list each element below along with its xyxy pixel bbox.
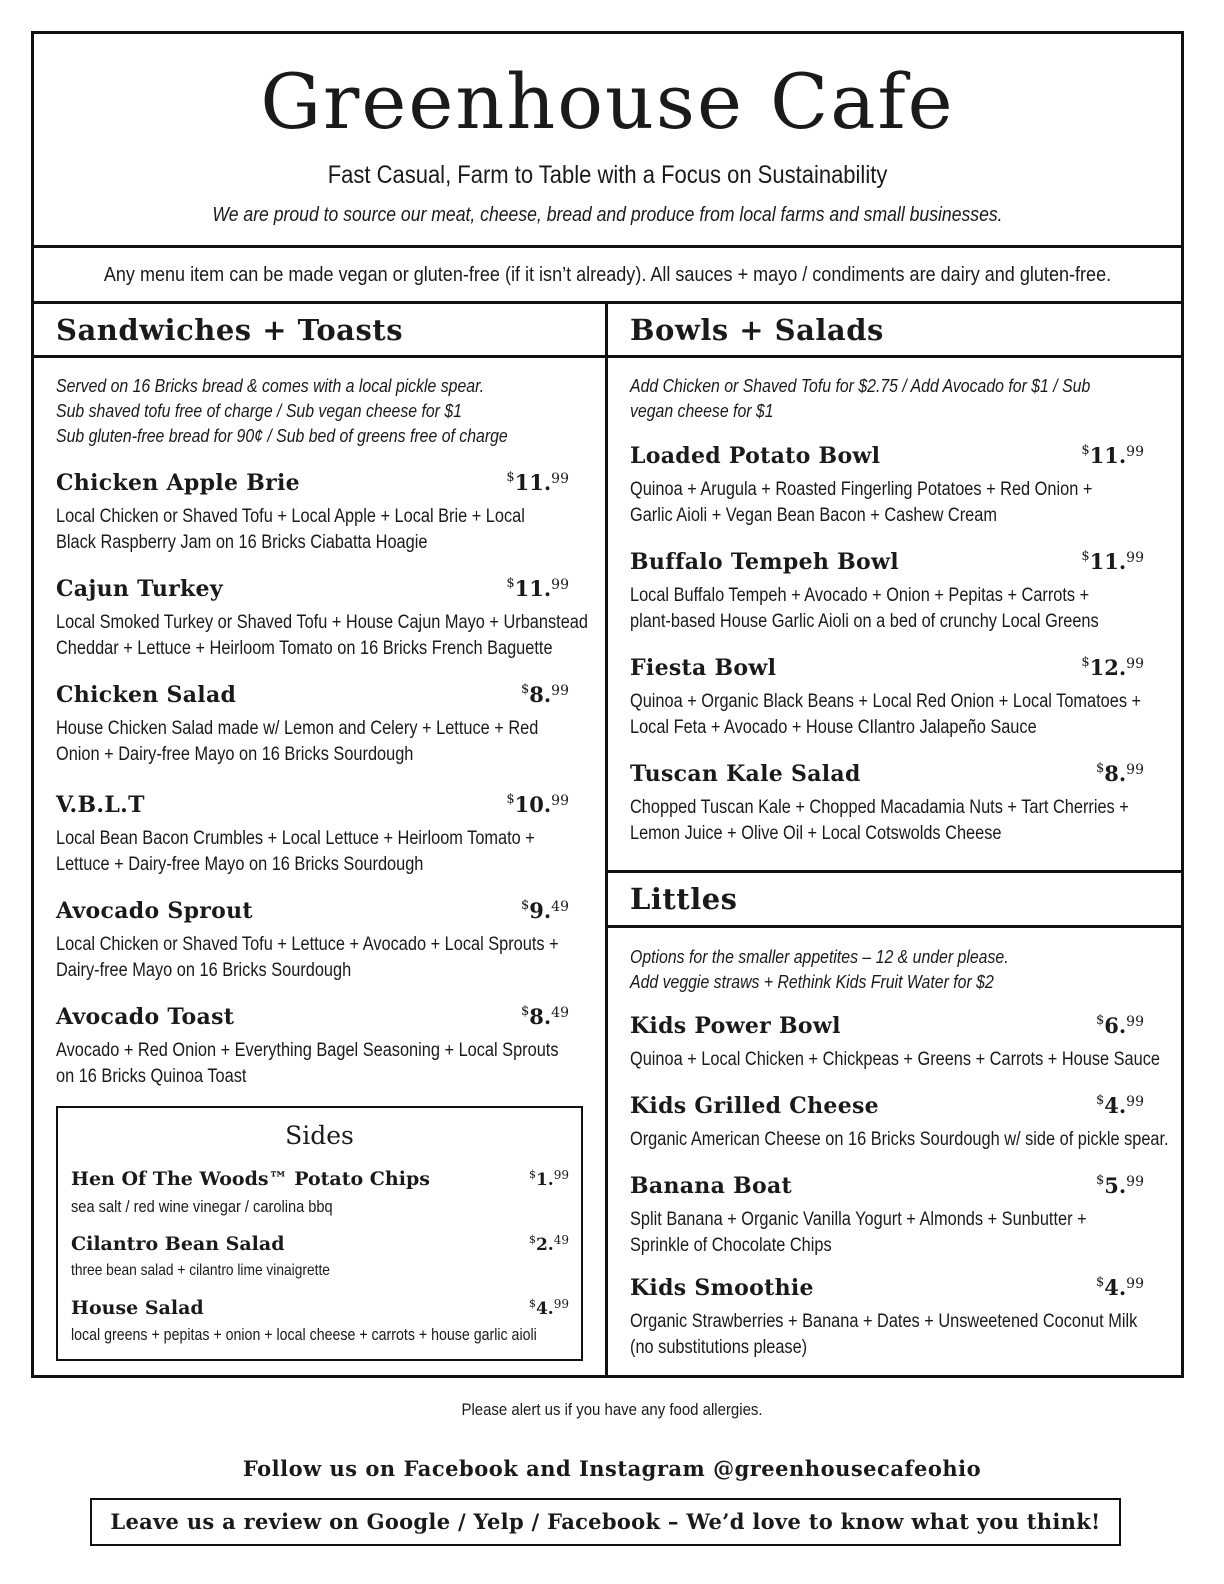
desc-line: House Chicken Salad made w/ Lemon and Celery + Lettuce + Red xyxy=(56,718,539,739)
desc-line: Avocado + Red Onion + Everything Bagel Seasoning + Local Sprouts xyxy=(56,1040,559,1061)
price-symbol: $ xyxy=(1095,1173,1105,1188)
column-divider xyxy=(605,301,608,1378)
menu-item-description xyxy=(630,1309,1137,1361)
menu-item-name: Buffalo Tempeh Bowl xyxy=(630,549,899,575)
divider xyxy=(606,870,1181,873)
price-symbol: $ xyxy=(506,792,515,807)
menu-item-description xyxy=(630,689,1141,741)
sides-box xyxy=(56,1106,583,1361)
desc-line: Organic Strawberries + Banana + Dates + Unsweetened Coconut Milk xyxy=(630,1311,1138,1332)
cafe-title: Greenhouse Cafe xyxy=(260,57,955,146)
menu-item-price xyxy=(1081,549,1144,574)
menu-item-name: Kids Grilled Cheese xyxy=(630,1093,879,1119)
divider xyxy=(34,245,1181,248)
menu-item-price xyxy=(1081,443,1144,468)
desc-line: Local Chicken or Shaved Tofu + Local Apple + Local Brie + Local xyxy=(56,506,525,527)
price-cents: 99 xyxy=(551,683,569,699)
menu-item-description xyxy=(630,583,1099,635)
price-symbol: $ xyxy=(1081,549,1090,564)
price-cents: 99 xyxy=(551,471,569,487)
review-text: Leave us a review on Google / Yelp / Facebook – We’d love to know what you think! xyxy=(110,1509,1101,1534)
price-whole: 4. xyxy=(1104,1275,1127,1300)
desc-line: Quinoa + Arugula + Roasted Fingerling Potatoes + Red Onion + xyxy=(630,479,1093,500)
price-symbol: $ xyxy=(506,470,515,485)
intro-line: Sub gluten-free bread for 90¢ / Sub bed of greens free of charge xyxy=(56,426,508,446)
desc-line: Local Feta + Avocado + House CIlantro Jalapeño Sauce xyxy=(630,717,1037,738)
desc-line: Local Smoked Turkey or Shaved Tofu + House Cajun Mayo + Urbanstead xyxy=(56,612,588,633)
intro-line: Add veggie straws + Rethink Kids Fruit Water for $2 xyxy=(630,972,994,992)
section-title-bowls: Bowls + Salads xyxy=(630,313,884,347)
price-symbol: $ xyxy=(528,1233,536,1246)
allergy-notice: Please alert us if you have any food allergies. xyxy=(461,1400,763,1419)
price-symbol: $ xyxy=(506,576,515,591)
price-whole: 11. xyxy=(1089,549,1127,574)
price-whole: 10. xyxy=(514,792,552,817)
dietary-notice: Any menu item can be made vegan or gluten-free (if it isn’t already). All sauces + mayo / condiments are dairy and gluten-free. xyxy=(103,263,1112,286)
bowls-intro xyxy=(630,374,1090,424)
price-symbol: $ xyxy=(1081,443,1090,458)
menu-item-name: Chicken Apple Brie xyxy=(56,470,300,496)
price-whole: 11. xyxy=(514,576,552,601)
menu-item-price xyxy=(521,682,569,707)
menu-item-price xyxy=(1096,1093,1144,1118)
menu-item-description xyxy=(56,932,559,984)
price-cents: 99 xyxy=(553,1168,569,1182)
menu-item-price xyxy=(506,470,569,495)
price-symbol: $ xyxy=(528,1297,536,1310)
price-whole: 8. xyxy=(529,1004,552,1029)
menu-item-name: Kids Smoothie xyxy=(630,1275,814,1301)
menu-item-price xyxy=(1096,1013,1144,1038)
price-symbol: $ xyxy=(520,682,530,697)
price-whole: 2. xyxy=(535,1235,554,1255)
sandwiches-intro xyxy=(56,374,508,449)
section-title-littles: Littles xyxy=(630,882,738,916)
price-cents: 99 xyxy=(1126,1094,1144,1110)
desc-line: Local Chicken or Shaved Tofu + Lettuce + Avocado + Local Sprouts + xyxy=(56,934,559,955)
cafe-tagline: Fast Casual, Farm to Table with a Focus on Sustainability xyxy=(327,161,888,189)
menu-item-price xyxy=(521,1004,569,1029)
menu-item-name: Banana Boat xyxy=(630,1173,792,1199)
price-symbol: $ xyxy=(1081,655,1090,670)
desc-line: Split Banana + Organic Vanilla Yogurt + Almonds + Sunbutter + xyxy=(630,1209,1087,1230)
menu-item-name: Tuscan Kale Salad xyxy=(630,761,861,787)
section-title-sandwiches: Sandwiches + Toasts xyxy=(56,313,404,347)
divider xyxy=(606,355,1181,358)
intro-line: Sub shaved tofu free of charge / Sub vegan cheese for $1 xyxy=(56,401,462,421)
price-whole: 4. xyxy=(1104,1093,1127,1118)
menu-item-name: Kids Power Bowl xyxy=(630,1013,841,1039)
side-item-price xyxy=(529,1297,569,1319)
menu-item-description xyxy=(630,477,1092,529)
menu-item-description xyxy=(630,795,1129,847)
menu-item-description xyxy=(630,1207,1087,1259)
side-item-name: Cilantro Bean Salad xyxy=(71,1233,285,1255)
price-cents: 99 xyxy=(1126,656,1144,672)
price-whole: 6. xyxy=(1104,1013,1127,1038)
desc-line: plant-based House Garlic Aioli on a bed of crunchy Local Greens xyxy=(630,611,1099,632)
price-whole: 12. xyxy=(1089,655,1127,680)
side-item-description: three bean salad + cilantro lime vinaigrette xyxy=(71,1262,330,1279)
price-cents: 99 xyxy=(551,577,569,593)
price-cents: 99 xyxy=(553,1297,569,1311)
menu-item-price xyxy=(506,576,569,601)
desc-line: Dairy-free Mayo on 16 Bricks Sourdough xyxy=(56,960,352,981)
desc-line: Lettuce + Dairy-free Mayo on 16 Bricks Sourdough xyxy=(56,854,424,875)
menu-item-description xyxy=(56,610,588,662)
side-item-price xyxy=(529,1233,569,1255)
intro-line: Served on 16 Bricks bread & comes with a local pickle spear. xyxy=(56,376,485,396)
side-item-price xyxy=(529,1168,569,1190)
menu-item-description xyxy=(56,826,535,878)
menu-item-name: V.B.L.T xyxy=(56,792,145,818)
desc-line: Local Buffalo Tempeh + Avocado + Onion + Pepitas + Carrots + xyxy=(630,585,1090,606)
price-cents: 99 xyxy=(551,793,569,809)
menu-item-price xyxy=(1096,1275,1144,1300)
section-title-sides: Sides xyxy=(285,1121,354,1150)
price-whole: 11. xyxy=(514,470,552,495)
price-whole: 8. xyxy=(529,682,552,707)
price-symbol: $ xyxy=(1095,1013,1105,1028)
menu-frame xyxy=(31,31,1184,1378)
menu-item-price xyxy=(1081,655,1144,680)
menu-item-name: Chicken Salad xyxy=(56,682,237,708)
menu-item-price xyxy=(506,792,569,817)
price-cents: 99 xyxy=(1126,444,1144,460)
desc-line: Lemon Juice + Olive Oil + Local Cotswolds Cheese xyxy=(630,823,1002,844)
menu-item-name: Fiesta Bowl xyxy=(630,655,777,681)
desc-line: Sprinkle of Chocolate Chips xyxy=(630,1235,832,1256)
cafe-sourcing-note: We are proud to source our meat, cheese, bread and produce from local farms and small businesses. xyxy=(212,204,1003,226)
price-cents: 99 xyxy=(1126,1174,1144,1190)
desc-line: Quinoa + Organic Black Beans + Local Red Onion + Local Tomatoes + xyxy=(630,691,1142,712)
menu-item-name: Cajun Turkey xyxy=(56,576,223,602)
price-cents: 99 xyxy=(1126,550,1144,566)
price-symbol: $ xyxy=(1095,761,1105,776)
price-whole: 4. xyxy=(535,1299,554,1319)
price-cents: 49 xyxy=(551,1005,569,1021)
menu-item-description xyxy=(56,1038,558,1090)
intro-line: Add Chicken or Shaved Tofu for $2.75 / Add Avocado for $1 / Sub xyxy=(630,376,1091,396)
desc-line: Organic American Cheese on 16 Bricks Sourdough w/ side of pickle spear. xyxy=(630,1129,1169,1150)
menu-item-price xyxy=(1096,1173,1144,1198)
desc-line: Chopped Tuscan Kale + Chopped Macadamia Nuts + Tart Cherries + xyxy=(630,797,1129,818)
divider xyxy=(34,355,606,358)
menu-item-price xyxy=(1096,761,1144,786)
price-symbol: $ xyxy=(520,898,530,913)
price-cents: 99 xyxy=(1126,1014,1144,1030)
desc-line: Onion + Dairy-free Mayo on 16 Bricks Sourdough xyxy=(56,744,414,765)
price-symbol: $ xyxy=(528,1168,536,1181)
price-whole: 9. xyxy=(529,898,552,923)
review-banner xyxy=(90,1498,1121,1546)
price-symbol: $ xyxy=(520,1004,530,1019)
side-item-name: Hen Of The Woods™ Potato Chips xyxy=(71,1168,430,1190)
price-whole: 11. xyxy=(1089,443,1127,468)
price-whole: 8. xyxy=(1104,761,1127,786)
desc-line: on 16 Bricks Quinoa Toast xyxy=(56,1066,247,1087)
menu-item-price xyxy=(521,898,569,923)
menu-item-description xyxy=(56,716,538,768)
social-follow-text: Follow us on Facebook and Instagram @greenhousecafeohio xyxy=(242,1456,982,1481)
price-cents: 49 xyxy=(553,1233,569,1247)
menu-item-description xyxy=(630,1127,1169,1153)
menu-item-name: Avocado Toast xyxy=(56,1004,235,1030)
menu-header xyxy=(34,34,1181,247)
menu-item-name: Avocado Sprout xyxy=(56,898,253,924)
side-item-name: House Salad xyxy=(71,1297,204,1319)
desc-line: Local Bean Bacon Crumbles + Local Lettuce + Heirloom Tomato + xyxy=(56,828,535,849)
intro-line: Options for the smaller appetites – 12 & under please. xyxy=(630,947,1009,967)
desc-line: Quinoa + Local Chicken + Chickpeas + Greens + Carrots + House Sauce xyxy=(630,1049,1160,1070)
desc-line: Cheddar + Lettuce + Heirloom Tomato on 16 Bricks French Baguette xyxy=(56,638,553,659)
menu-item-name: Loaded Potato Bowl xyxy=(630,443,881,469)
price-whole: 5. xyxy=(1104,1173,1127,1198)
divider xyxy=(606,925,1181,928)
price-cents: 99 xyxy=(1126,762,1144,778)
price-symbol: $ xyxy=(1095,1093,1105,1108)
price-cents: 99 xyxy=(1126,1276,1144,1292)
menu-item-description xyxy=(56,504,525,556)
side-item-description: sea salt / red wine vinegar / carolina bbq xyxy=(71,1197,333,1216)
price-symbol: $ xyxy=(1095,1275,1105,1290)
intro-line: vegan cheese for $1 xyxy=(630,401,774,421)
desc-line: Garlic Aioli + Vegan Bean Bacon + Cashew Cream xyxy=(630,505,997,526)
price-cents: 49 xyxy=(551,899,569,915)
price-whole: 1. xyxy=(535,1170,554,1190)
desc-line: Black Raspberry Jam on 16 Bricks Ciabatta Hoagie xyxy=(56,532,428,553)
littles-intro xyxy=(630,945,1009,995)
desc-line: (no substitutions please) xyxy=(630,1337,808,1358)
side-item-description: local greens + pepitas + onion + local cheese + carrots + house garlic aioli xyxy=(71,1326,537,1344)
menu-item-description xyxy=(630,1047,1160,1073)
